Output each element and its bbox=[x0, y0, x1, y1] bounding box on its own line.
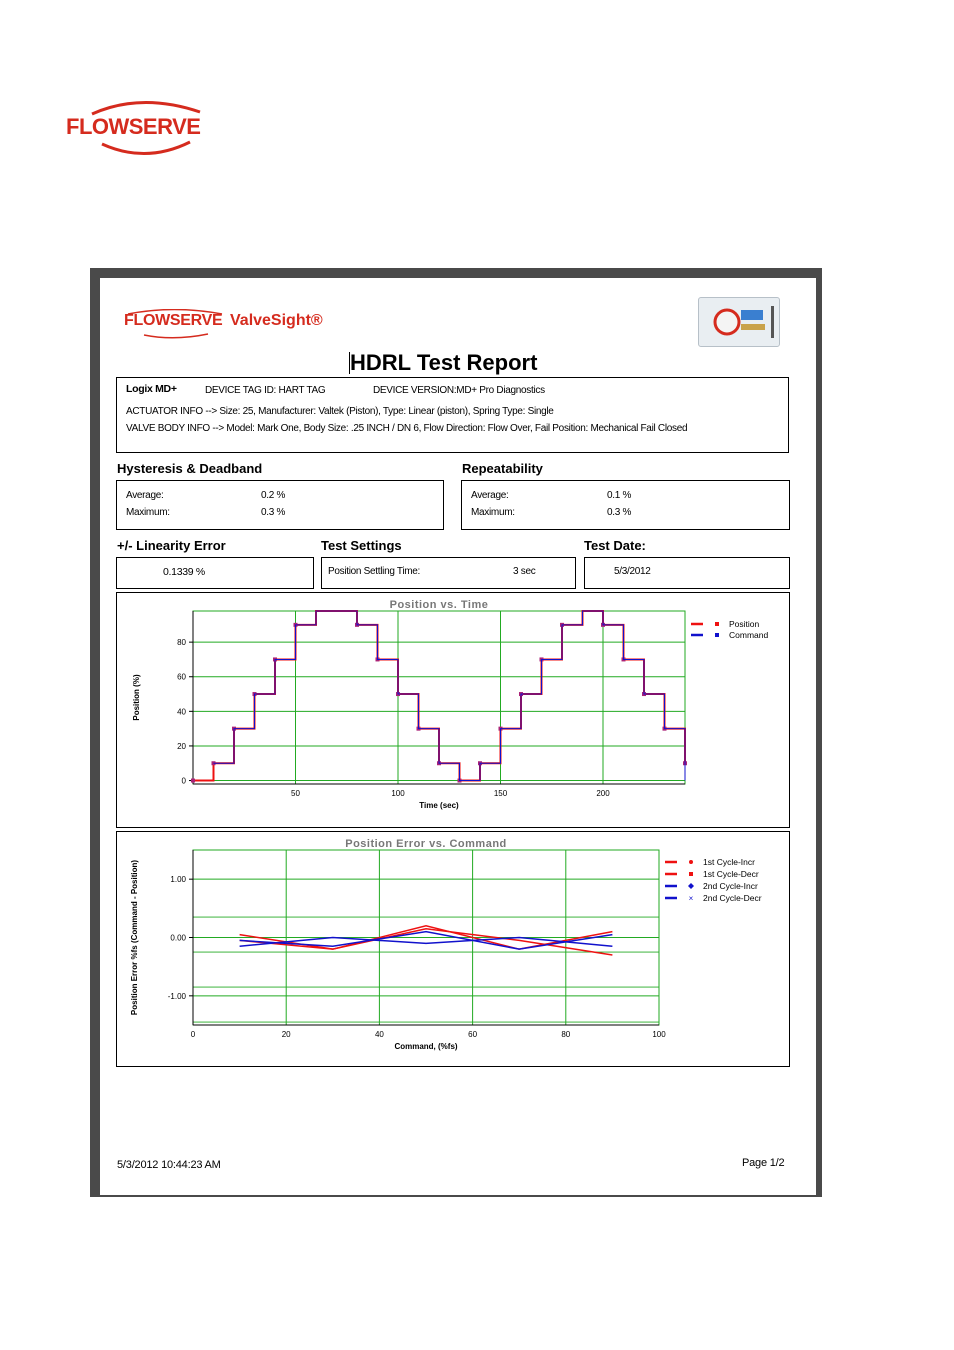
position-time-chart bbox=[117, 593, 789, 827]
device-info-box bbox=[116, 377, 789, 453]
y-tick-label: 1.00 bbox=[170, 875, 186, 885]
y-tick-label: 40 bbox=[177, 707, 186, 717]
chart-title: Position Error vs. Command bbox=[345, 838, 507, 850]
linearity-box bbox=[116, 557, 314, 589]
flowserve-logo bbox=[66, 98, 216, 156]
x-tick-label: 200 bbox=[596, 789, 610, 798]
y-tick-label: 20 bbox=[177, 741, 186, 751]
test-settings-heading: Test Settings bbox=[321, 538, 402, 553]
hysteresis-maximum-value: 0.3 % bbox=[261, 507, 286, 518]
report-title: HDRL Test Report bbox=[350, 350, 538, 375]
x-tick-label: 60 bbox=[468, 1030, 478, 1039]
x-axis-label: Command, (%fs) bbox=[394, 1042, 458, 1051]
x-axis-label: Time (sec) bbox=[419, 801, 459, 810]
x-tick-label: 40 bbox=[374, 1030, 384, 1039]
valvesight-logo bbox=[124, 309, 354, 339]
repeatability-maximum-label: Maximum: bbox=[471, 507, 515, 518]
test-date-heading: Test Date: bbox=[584, 538, 646, 553]
position-error-chart bbox=[117, 832, 789, 1066]
y-axis-label: Position Error %fs (Command - Position) bbox=[130, 859, 139, 1016]
x-tick-label: 0 bbox=[190, 1030, 196, 1039]
legend-marker: × bbox=[688, 894, 694, 903]
valve-body-info: VALVE BODY INFO --> Model: Mark One, Body Size: .25 INCH / DN 6, Flow Direction: Flow Over, Fail Position: Mechanical Fail Closed bbox=[126, 423, 688, 434]
settling-time-value: 3 sec bbox=[513, 566, 536, 577]
logo-text: FLOWSERVE bbox=[66, 114, 201, 139]
legend-marker bbox=[688, 883, 694, 889]
hysteresis-maximum-label: Maximum: bbox=[126, 507, 170, 518]
y-tick-label: 0 bbox=[181, 776, 186, 786]
y-tick-label: -1.00 bbox=[167, 991, 186, 1001]
y-tick-label: 60 bbox=[177, 672, 186, 682]
chart-title: Position vs. Time bbox=[389, 599, 489, 611]
x-tick-label: 50 bbox=[291, 789, 300, 798]
settling-time-label: Position Settling Time: bbox=[328, 566, 421, 577]
legend-label: 1st Cycle-Decr bbox=[703, 869, 759, 879]
linearity-value: 0.1339 % bbox=[163, 566, 205, 578]
footer-page-number: Page 1/2 bbox=[742, 1157, 785, 1169]
y-tick-label: 0.00 bbox=[170, 933, 186, 943]
hysteresis-heading: Hysteresis & Deadband bbox=[117, 461, 263, 476]
legend-label: Command bbox=[729, 630, 769, 640]
device-tag: DEVICE TAG ID: HART TAG bbox=[205, 385, 326, 396]
x-tick-label: 20 bbox=[281, 1030, 291, 1039]
repeatability-maximum-value: 0.3 % bbox=[607, 507, 632, 518]
position-error-chart-box bbox=[116, 831, 790, 1067]
x-tick-label: 100 bbox=[391, 789, 405, 798]
x-tick-label: 80 bbox=[561, 1030, 571, 1039]
positioner-device-image bbox=[698, 297, 780, 347]
y-axis-label: Position (%) bbox=[132, 674, 141, 721]
hysteresis-average-label: Average: bbox=[126, 490, 164, 501]
legend-marker bbox=[689, 860, 693, 864]
product-name: ValveSight® bbox=[230, 312, 323, 329]
hysteresis-box bbox=[116, 480, 444, 530]
actuator-info: ACTUATOR INFO --> Size: 25, Manufacturer: Valtek (Piston), Type: Linear (piston), Spring Type: Single bbox=[126, 406, 554, 417]
hysteresis-average-value: 0.2 % bbox=[261, 490, 286, 501]
repeatability-average-label: Average: bbox=[471, 490, 509, 501]
test-date-value: 5/3/2012 bbox=[614, 566, 651, 577]
footer-timestamp: 5/3/2012 10:44:23 AM bbox=[117, 1159, 221, 1171]
y-tick-label: 80 bbox=[177, 638, 186, 648]
repeatability-heading: Repeatability bbox=[462, 461, 543, 476]
legend-label: 2nd Cycle-Incr bbox=[703, 881, 758, 891]
x-tick-label: 100 bbox=[652, 1030, 666, 1039]
position-time-chart-box bbox=[116, 592, 790, 828]
repeatability-box bbox=[461, 480, 790, 530]
data-point bbox=[191, 779, 195, 783]
legend-marker bbox=[715, 622, 719, 626]
linearity-heading: +/- Linearity Error bbox=[117, 538, 226, 553]
legend-label: Position bbox=[729, 619, 760, 629]
legend-label: 1st Cycle-Incr bbox=[703, 857, 755, 867]
device-version: DEVICE VERSION:MD+ Pro Diagnostics bbox=[373, 385, 545, 396]
test-settings-box bbox=[321, 557, 576, 589]
repeatability-average-value: 0.1 % bbox=[607, 490, 632, 501]
positioner-icon bbox=[699, 298, 779, 346]
legend-marker bbox=[715, 633, 719, 637]
x-tick-label: 150 bbox=[493, 789, 508, 798]
report-logo-text: FLOWSERVE bbox=[124, 312, 223, 329]
device-model: Logix MD+ bbox=[126, 383, 177, 395]
legend-marker bbox=[689, 872, 693, 876]
legend-label: 2nd Cycle-Decr bbox=[703, 893, 762, 903]
test-date-box bbox=[584, 557, 790, 589]
